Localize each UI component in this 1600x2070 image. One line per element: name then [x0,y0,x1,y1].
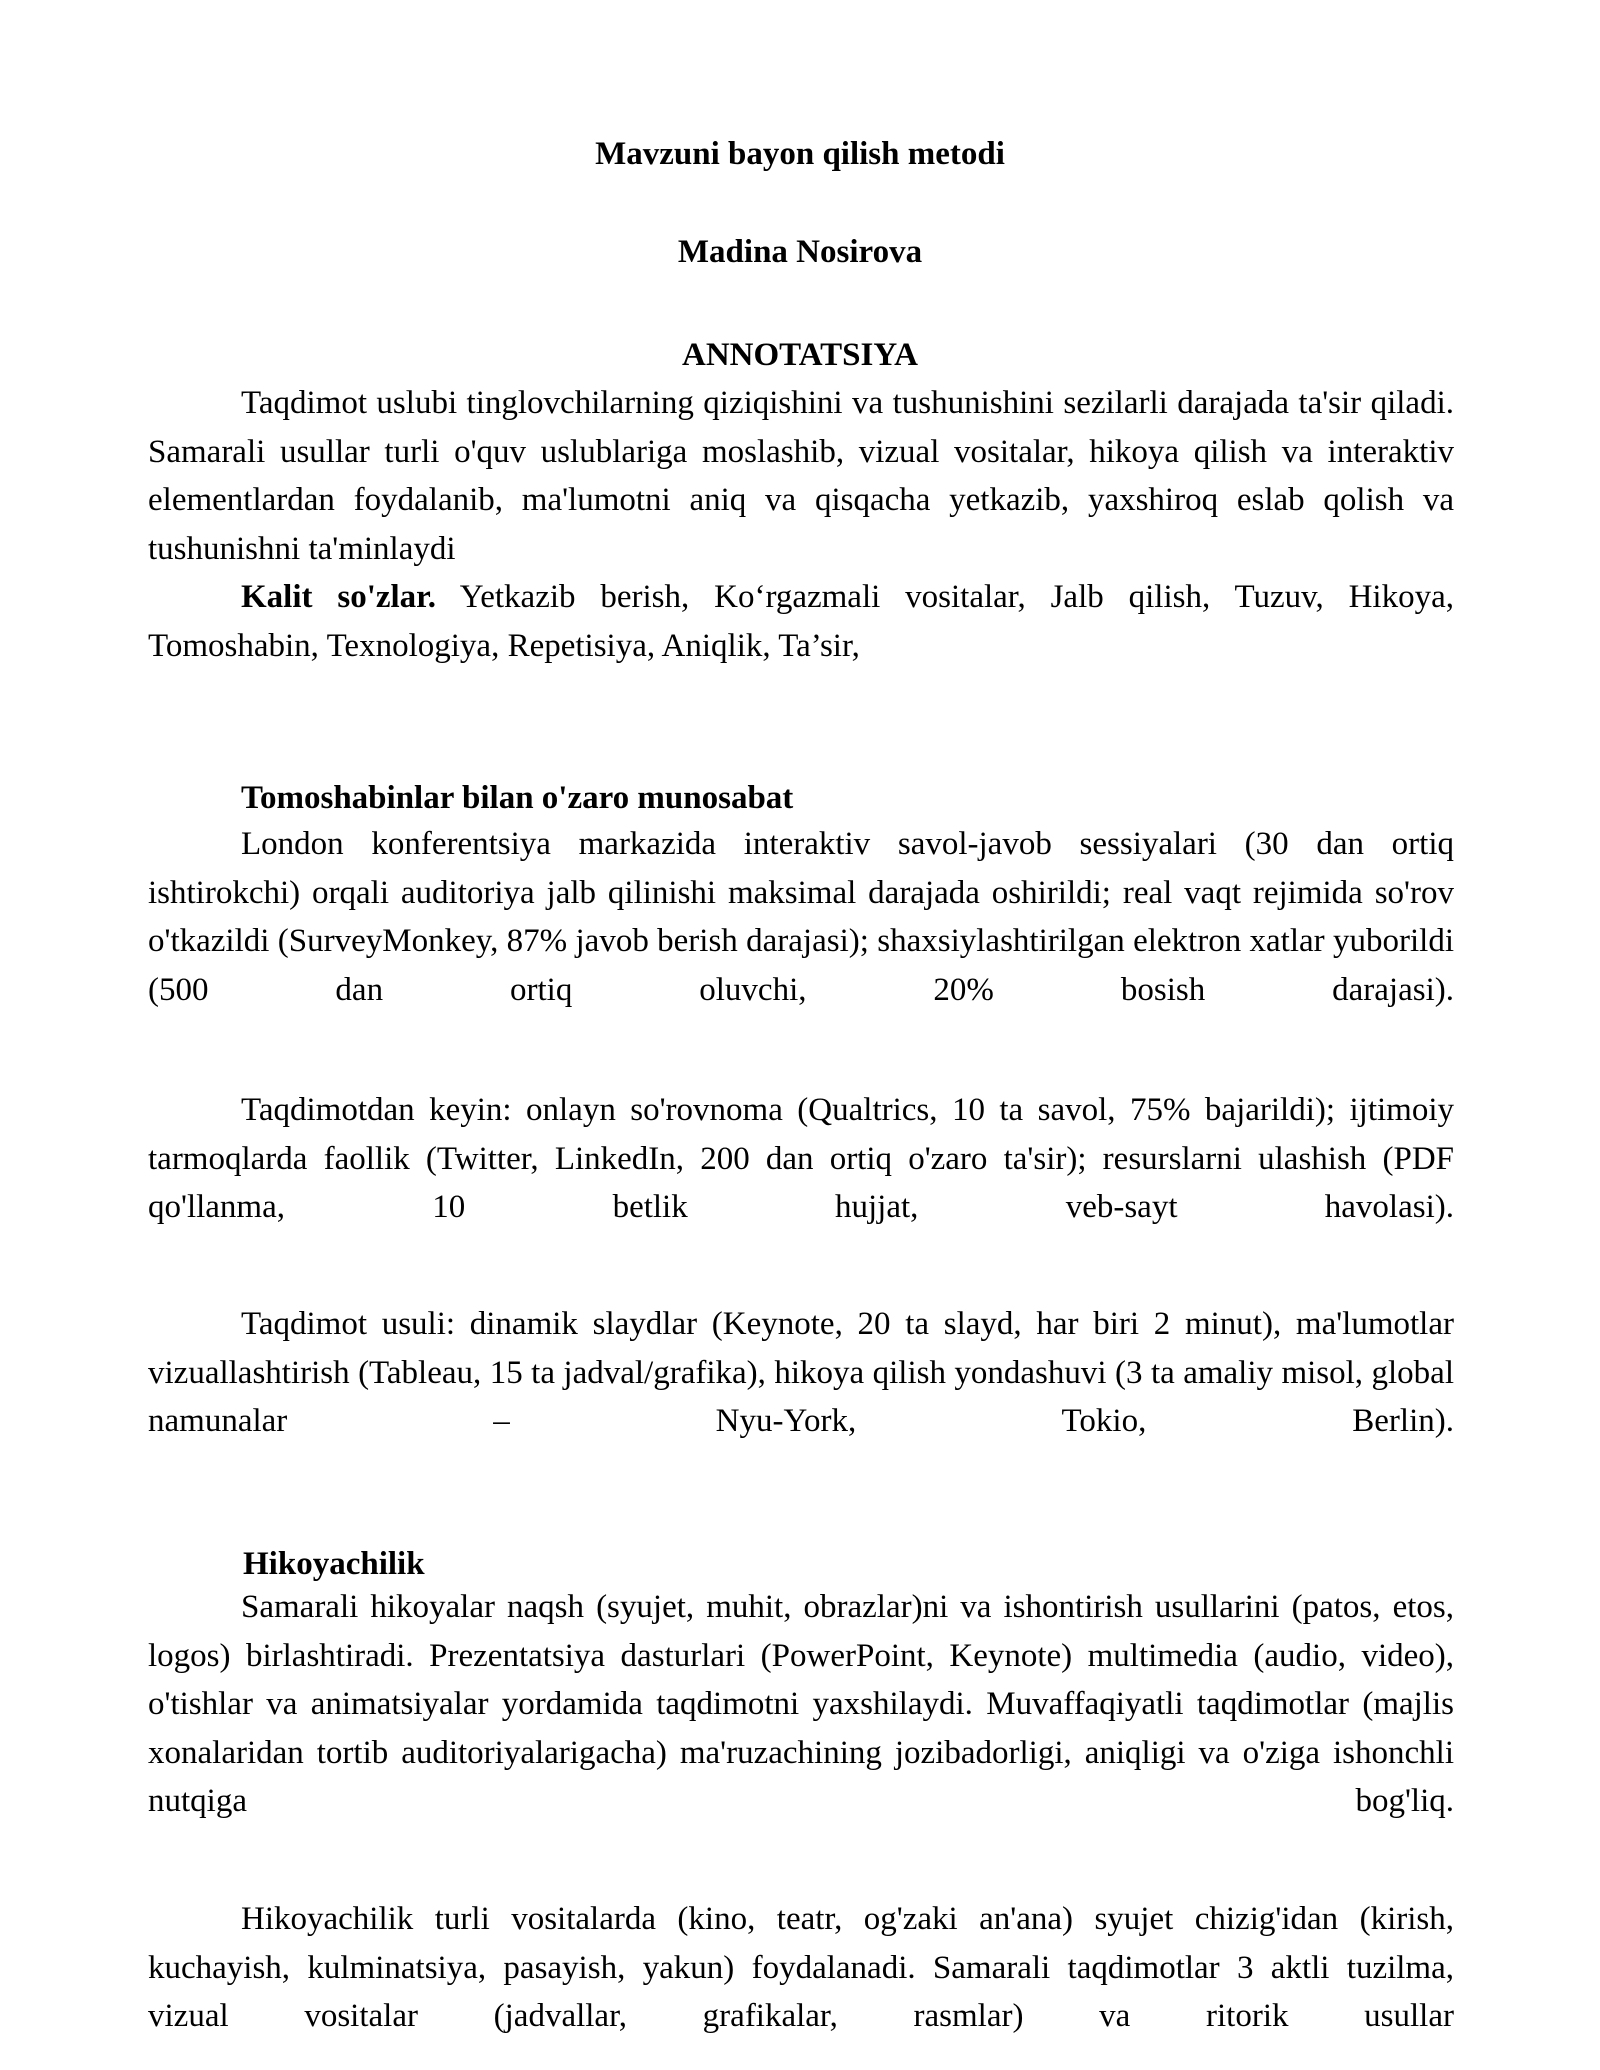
section-paragraph-text: London konferentsiya markazida interaktiv savol-javob sessiyalari (30 dan ortiq ishtirokchi) orqali auditoriya jalb qilinishi maksimal darajada oshirildi; real vaqt rejimida so'rov o'tkazildi (SurveyMonkey, 87% javob berish darajasi); shaxsiylashtirilgan elektron xatlar yuborildi (500 dan ortiq oluvchi, 20% bosish darajasi). [148,826,1454,1008]
annotation-heading: ANNOTATSIYA [682,337,918,373]
section-paragraph-text: Taqdimotdan keyin: onlayn so'rovnoma (Qualtrics, 10 ta savol, 75% bajarildi); ijtimoiy tarmoqlarda faollik (Twitter, LinkedIn, 200 dan ortiq o'zaro ta'sir); resurslarni ulashish (PDF qo'llanma, 10 betlik hujjat, veb-sayt havolasi). [148,1092,1454,1225]
section-paragraph-text: Hikoyachilik turli vositalarda (kino, teatr, og'zaki an'ana) syujet chizig'idan (kirish, kuchayish, kulminatsiya, pasayish, yakun) foydalanadi. Samarali taqdimotlar 3 aktli tuzilma, vizual vositalar (jadvallar, grafikalar, rasmlar) va ritorik usullar [148,1901,1454,2034]
section-heading-storytelling: Hikoyachilik [243,1546,425,1582]
keywords-list: Yetkazib berish, Ko‘rgazmali vositalar, Jalb qilish, Tuzuv, Hikoya, Tomoshabin, Texnologiya, Repetisiya, Aniqlik, Ta’sir, [148,579,1454,664]
section-paragraph-text: Taqdimot usuli: dinamik slaydlar (Keynote, 20 ta slayd, har biri 2 minut), ma'lumotlar vizuallashtirish (Tableau, 15 ta jadval/grafika), hikoya qilish yondashuvi (3 ta amaliy misol, global namunalar – Nyu-York, Tokio, Berlin). [148,1306,1454,1439]
section-heading-audience: Tomoshabinlar bilan o'zaro munosabat [241,780,794,816]
section-paragraph [148,820,1454,1014]
section-paragraph [148,1895,1454,2041]
author-name: Madina Nosirova [677,234,923,270]
keywords-paragraph [148,573,1454,670]
section-paragraph-text: Samarali hikoyalar naqsh (syujet, muhit, obrazlar)ni va ishontirish usullarini (patos, etos, logos) birlashtiradi. Prezentatsiya dasturlari (PowerPoint, Keynote) multimedia (audio, video), o'tishlar va animatsiyalar yordamida taqdimotni yaxshilaydi. Muvaffaqiyatli taqdimotlar (majlis xonalaridan tortib auditoriyalarigacha) ma'ruzachining jozibadorligi, aniqligi va o'ziga ishonchli nutqiga bog'liq. [148,1589,1454,1819]
section-paragraph [148,1086,1454,1232]
section-paragraph [148,1300,1454,1446]
keywords-label: Kalit so'zlar. [241,579,437,615]
annotation-block [148,379,1454,670]
document-title: Mavzuni bayon qilish metodi [595,136,1005,172]
section-paragraph [148,1583,1454,1826]
annotation-paragraph: Taqdimot uslubi tinglovchilarning qiziqishini va tushunishini sezilarli darajada ta'sir qiladi. Samarali usullar turli o'quv uslublariga moslashib, vizual vositalar, hikoya qilish va interaktiv elementlardan foydalanib, ma'lumotni aniq va qisqacha yetkazib, yaxshiroq eslab qolish va tushunishni ta'minlaydi [148,385,1454,567]
